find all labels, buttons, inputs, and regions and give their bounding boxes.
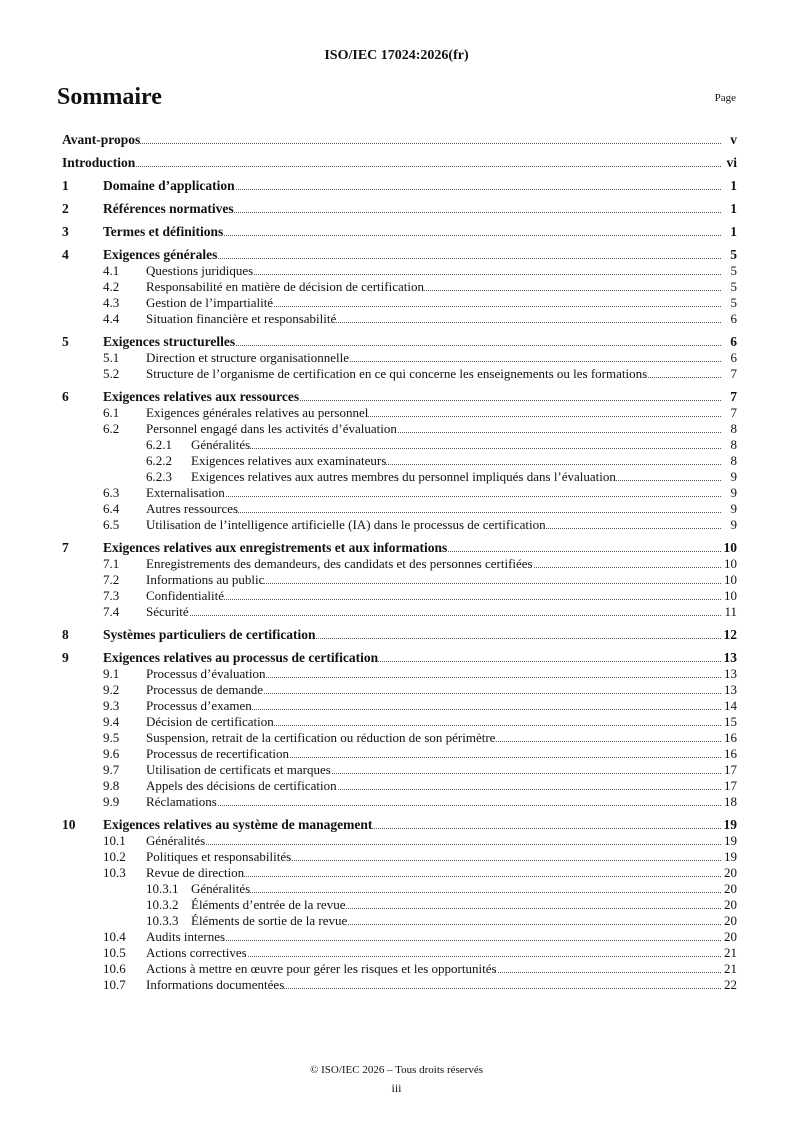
- document-header: ISO/IEC 17024:2026(fr): [324, 48, 469, 63]
- toc-entry[interactable]: [62, 588, 737, 604]
- toc-entry-title[interactable]: Termes et définitions: [103, 224, 224, 239]
- toc-entry-title[interactable]: Personnel engagé dans les activités d’évaluation: [146, 421, 397, 436]
- toc-entry-number: 9.7: [103, 762, 120, 777]
- toc-entry-number: 5.1: [103, 350, 120, 365]
- toc-entry-page: 6: [730, 334, 737, 349]
- toc-entry-number: 2: [62, 201, 69, 216]
- toc-entry-number: 7: [62, 540, 69, 555]
- toc-entry-title[interactable]: Exigences générales relatives au personnel: [146, 405, 369, 420]
- toc-entry[interactable]: [62, 311, 737, 327]
- toc-entry[interactable]: [62, 155, 737, 171]
- toc-entry-title[interactable]: Processus de demande: [146, 682, 263, 697]
- dot-leader: [146, 599, 721, 600]
- dot-leader: [146, 496, 721, 497]
- toc-entry-title[interactable]: Exigences relatives aux examinateurs: [191, 453, 387, 468]
- toc-entry[interactable]: [62, 421, 737, 437]
- toc-entry-number: 4.3: [103, 295, 120, 310]
- toc-entry[interactable]: [62, 929, 737, 945]
- toc-entry-title[interactable]: Éléments d’entrée de la revue: [191, 897, 346, 912]
- toc-entry-number: 6.2.2: [146, 453, 172, 468]
- toc-entry-page: 1: [730, 178, 737, 193]
- toc-entry-title[interactable]: Politiques et responsabilités: [146, 849, 292, 864]
- toc-entry[interactable]: [62, 746, 737, 762]
- toc-entry[interactable]: [62, 132, 737, 148]
- toc-entry-number: 7.1: [103, 556, 120, 571]
- toc-entry[interactable]: [62, 556, 737, 572]
- toc-entry-number: 10.3.3: [146, 913, 179, 928]
- toc-entry-title[interactable]: Situation financière et responsabilité: [146, 311, 337, 326]
- toc-entry-page: 16: [724, 730, 737, 745]
- dot-leader: [146, 615, 721, 616]
- toc-entry[interactable]: [62, 540, 737, 556]
- toc-entry-title[interactable]: Exigences générales: [103, 247, 218, 262]
- toc-entry[interactable]: [62, 913, 737, 929]
- toc-entry[interactable]: [62, 279, 737, 295]
- toc-entry-title[interactable]: Processus de recertification: [146, 746, 289, 761]
- toc-entry-number: 6: [62, 389, 69, 404]
- toc-entry-page: 19: [723, 817, 737, 832]
- toc-entry[interactable]: [62, 714, 737, 730]
- toc-entry-page: 9: [730, 517, 737, 532]
- toc-entry-page: 8: [730, 421, 737, 436]
- toc-entry-title[interactable]: Informations au public: [146, 572, 265, 587]
- toc-entry-title[interactable]: Éléments de sortie de la revue: [191, 913, 348, 928]
- toc-entry-page: 10: [723, 540, 737, 555]
- toc-entry-page: v: [730, 132, 737, 147]
- toc-entry-number: 10.1: [103, 833, 126, 848]
- toc-entry-page: vi: [726, 155, 737, 170]
- toc-entry-number: 4.2: [103, 279, 120, 294]
- toc-entry-page: 21: [724, 945, 737, 960]
- toc-entry-page: 10: [724, 556, 737, 571]
- toc-entry[interactable]: [62, 762, 737, 778]
- dot-leader: [146, 940, 721, 941]
- toc-entry-title[interactable]: Exigences relatives aux ressources: [103, 389, 300, 404]
- toc-entry-page: 8: [730, 437, 737, 452]
- toc-entry[interactable]: [62, 730, 737, 746]
- toc-entry-title[interactable]: Gestion de l’impartialité: [146, 295, 274, 310]
- toc-entry-number: 9.8: [103, 778, 120, 793]
- toc-entry-number: 9.5: [103, 730, 120, 745]
- toc-entry[interactable]: [62, 627, 737, 643]
- toc-entry-title[interactable]: Autres ressources: [146, 501, 239, 516]
- toc-entry[interactable]: [62, 350, 737, 366]
- toc-entry-page: 9: [730, 469, 737, 484]
- toc-entry-page: 7: [730, 389, 737, 404]
- toc-entry[interactable]: [62, 698, 737, 714]
- dot-leader: [146, 805, 721, 806]
- toc-entry[interactable]: [62, 682, 737, 698]
- table-of-contents: [62, 132, 737, 993]
- toc-entry-title[interactable]: Confidentialité: [146, 588, 224, 603]
- toc-entry-title[interactable]: Structure de l’organisme de certification en ce qui concerne les enseignements ou les formations: [146, 366, 648, 381]
- toc-entry-page: 20: [724, 865, 737, 880]
- toc-entry[interactable]: [62, 405, 737, 421]
- toc-entry[interactable]: [62, 453, 737, 469]
- toc-entry[interactable]: [62, 833, 737, 849]
- toc-entry-page: 5: [730, 263, 737, 278]
- toc-entry-page: 18: [724, 794, 737, 809]
- toc-entry[interactable]: [62, 224, 737, 240]
- copyright-footer: © ISO/IEC 2026 – Tous droits réservés: [310, 1064, 483, 1076]
- toc-entry-page: 5: [730, 279, 737, 294]
- toc-entry-title[interactable]: Appels des décisions de certification: [146, 778, 337, 793]
- toc-entry-title[interactable]: Avant-propos: [62, 132, 141, 147]
- toc-entry-title[interactable]: Suspension, retrait de la certification ou réduction de son périmètre: [146, 730, 496, 745]
- toc-entry-page: 13: [724, 666, 737, 681]
- dot-leader: [146, 844, 721, 845]
- toc-entry-number: 4.1: [103, 263, 120, 278]
- toc-entry-page: 9: [730, 485, 737, 500]
- toc-entry[interactable]: [62, 604, 737, 620]
- toc-entry-number: 3: [62, 224, 69, 239]
- toc-entry-number: 9: [62, 650, 69, 665]
- toc-entry-page: 21: [724, 961, 737, 976]
- toc-entry[interactable]: [62, 977, 737, 993]
- toc-entry-page: 9: [730, 501, 737, 516]
- toc-entry-number: 9.4: [103, 714, 120, 729]
- toc-entry-title[interactable]: Informations documentées: [146, 977, 285, 992]
- toc-entry-page: 6: [730, 350, 737, 365]
- toc-entry-page: 1: [730, 224, 737, 239]
- toc-entry[interactable]: [62, 366, 737, 382]
- toc-entry-page: 20: [724, 881, 737, 896]
- toc-entry-number: 9.6: [103, 746, 120, 761]
- toc-entry-page: 10: [724, 588, 737, 603]
- toc-entry-title[interactable]: Exigences relatives au processus de certification: [103, 650, 379, 665]
- toc-entry-number: 6.2.1: [146, 437, 172, 452]
- toc-entry-page: 20: [724, 897, 737, 912]
- toc-entry-page: 13: [724, 682, 737, 697]
- toc-entry[interactable]: [62, 389, 737, 405]
- toc-entry-number: 6.5: [103, 517, 120, 532]
- toc-entry-title[interactable]: Généralités: [146, 833, 206, 848]
- toc-entry-number: 10.5: [103, 945, 126, 960]
- toc-entry[interactable]: [62, 469, 737, 485]
- dot-leader: [191, 448, 721, 449]
- toc-entry-title[interactable]: Sécurité: [146, 604, 189, 619]
- page-title: Sommaire: [57, 84, 162, 110]
- toc-entry-number: 7.4: [103, 604, 120, 619]
- toc-entry-title[interactable]: Décision de certification: [146, 714, 274, 729]
- toc-entry-number: 5: [62, 334, 69, 349]
- toc-entry-page: 10: [724, 572, 737, 587]
- toc-entry-title[interactable]: Utilisation de certificats et marques: [146, 762, 331, 777]
- toc-entry-title[interactable]: Questions juridiques: [146, 263, 254, 278]
- toc-entry-page: 1: [730, 201, 737, 216]
- dot-leader: [191, 892, 721, 893]
- page-column-label: Page: [714, 92, 736, 104]
- toc-entry-page: 6: [730, 311, 737, 326]
- toc-entry-page: 12: [723, 627, 737, 642]
- toc-entry-number: 10.3.2: [146, 897, 179, 912]
- toc-entry-page: 7: [730, 366, 737, 381]
- dot-leader: [62, 166, 721, 167]
- toc-entry[interactable]: [62, 247, 737, 263]
- toc-entry-page: 16: [724, 746, 737, 761]
- toc-entry-number: 9.2: [103, 682, 120, 697]
- toc-entry-page: 11: [724, 604, 737, 619]
- dot-leader: [62, 143, 721, 144]
- toc-entry[interactable]: [62, 485, 737, 501]
- toc-entry-title[interactable]: Réclamations: [146, 794, 217, 809]
- toc-entry[interactable]: [62, 517, 737, 533]
- toc-entry-title[interactable]: Revue de direction: [146, 865, 245, 880]
- toc-entry-number: 10.6: [103, 961, 126, 976]
- toc-entry-number: 9.9: [103, 794, 120, 809]
- toc-entry-page: 8: [730, 453, 737, 468]
- toc-entry[interactable]: [62, 334, 737, 350]
- toc-entry-number: 10.4: [103, 929, 126, 944]
- toc-entry-title[interactable]: Externalisation: [146, 485, 225, 500]
- toc-entry-number: 4: [62, 247, 69, 262]
- toc-entry-title[interactable]: Audits internes: [146, 929, 226, 944]
- toc-entry-number: 6.2.3: [146, 469, 172, 484]
- toc-entry-title[interactable]: Responsabilité en matière de décision de certification: [146, 279, 424, 294]
- toc-entry-page: 17: [724, 762, 737, 777]
- toc-entry-number: 10.3: [103, 865, 126, 880]
- toc-entry-number: 10: [62, 817, 76, 832]
- toc-entry[interactable]: [62, 666, 737, 682]
- toc-entry-page: 17: [724, 778, 737, 793]
- toc-entry-number: 10.7: [103, 977, 126, 992]
- toc-entry-page: 14: [724, 698, 737, 713]
- toc-entry-number: 9.1: [103, 666, 120, 681]
- toc-entry-page: 5: [730, 247, 737, 262]
- toc-entry[interactable]: [62, 650, 737, 666]
- toc-entry[interactable]: [62, 897, 737, 913]
- toc-entry[interactable]: [62, 295, 737, 311]
- toc-entry-number: 6.2: [103, 421, 120, 436]
- toc-entry[interactable]: [62, 263, 737, 279]
- toc-entry[interactable]: [62, 572, 737, 588]
- toc-entry[interactable]: [62, 501, 737, 517]
- toc-entry-page: 20: [724, 913, 737, 928]
- toc-entry[interactable]: [62, 178, 737, 194]
- toc-entry-number: 9.3: [103, 698, 120, 713]
- toc-entry-number: 6.1: [103, 405, 120, 420]
- toc-entry-number: 7.3: [103, 588, 120, 603]
- toc-entry-title[interactable]: Généralités: [191, 881, 251, 896]
- toc-entry-title[interactable]: Exigences structurelles: [103, 334, 236, 349]
- toc-entry-page: 13: [723, 650, 737, 665]
- toc-entry-title[interactable]: Références normatives: [103, 201, 234, 216]
- toc-entry-number: 4.4: [103, 311, 120, 326]
- toc-entry[interactable]: [62, 961, 737, 977]
- toc-entry-title[interactable]: Introduction: [62, 155, 136, 170]
- toc-entry-title[interactable]: Processus d’évaluation: [146, 666, 266, 681]
- toc-entry[interactable]: [62, 881, 737, 897]
- toc-entry-title[interactable]: Processus d’examen: [146, 698, 252, 713]
- toc-entry-number: 10.2: [103, 849, 126, 864]
- toc-entry-number: 8: [62, 627, 69, 642]
- toc-entry-page: 19: [724, 849, 737, 864]
- toc-entry[interactable]: [62, 865, 737, 881]
- toc-entry-number: 5.2: [103, 366, 120, 381]
- toc-entry-page: 22: [724, 977, 737, 992]
- page-number: iii: [391, 1081, 402, 1095]
- toc-entry[interactable]: [62, 945, 737, 961]
- toc-entry-title[interactable]: Actions à mettre en œuvre pour gérer les risques et les opportunités: [146, 961, 497, 976]
- toc-entry-page: 20: [724, 929, 737, 944]
- toc-entry-page: 5: [730, 295, 737, 310]
- toc-entry[interactable]: [62, 437, 737, 453]
- toc-entry-title[interactable]: Systèmes particuliers de certification: [103, 627, 316, 642]
- toc-entry-title[interactable]: Domaine d’application: [103, 178, 235, 193]
- toc-entry-page: 15: [724, 714, 737, 729]
- toc-entry[interactable]: [62, 794, 737, 810]
- toc-entry-title[interactable]: Exigences relatives aux autres membres du personnel impliqués dans l’évaluation: [191, 469, 616, 484]
- toc-entry-title[interactable]: Exigences relatives au système de management: [103, 817, 373, 832]
- toc-entry-title[interactable]: Enregistrements des demandeurs, des candidats et des personnes certifiées: [146, 556, 533, 571]
- toc-entry[interactable]: [62, 817, 737, 833]
- toc-entry[interactable]: [62, 849, 737, 865]
- toc-entry-number: 1: [62, 178, 69, 193]
- toc-entry[interactable]: [62, 201, 737, 217]
- toc-entry-title[interactable]: Généralités: [191, 437, 251, 452]
- toc-entry-title[interactable]: Exigences relatives aux enregistrements et aux informations: [103, 540, 448, 555]
- toc-entry-title[interactable]: Actions correctives: [146, 945, 247, 960]
- toc-entry-page: 19: [724, 833, 737, 848]
- toc-entry-number: 7.2: [103, 572, 120, 587]
- toc-entry-number: 6.3: [103, 485, 120, 500]
- toc-entry[interactable]: [62, 778, 737, 794]
- toc-entry-title[interactable]: Direction et structure organisationnelle: [146, 350, 349, 365]
- toc-entry-page: 7: [730, 405, 737, 420]
- toc-entry-title[interactable]: Utilisation de l’intelligence artificielle (IA) dans le processus de certification: [146, 517, 546, 532]
- toc-entry-number: 6.4: [103, 501, 120, 516]
- toc-entry-number: 10.3.1: [146, 881, 179, 896]
